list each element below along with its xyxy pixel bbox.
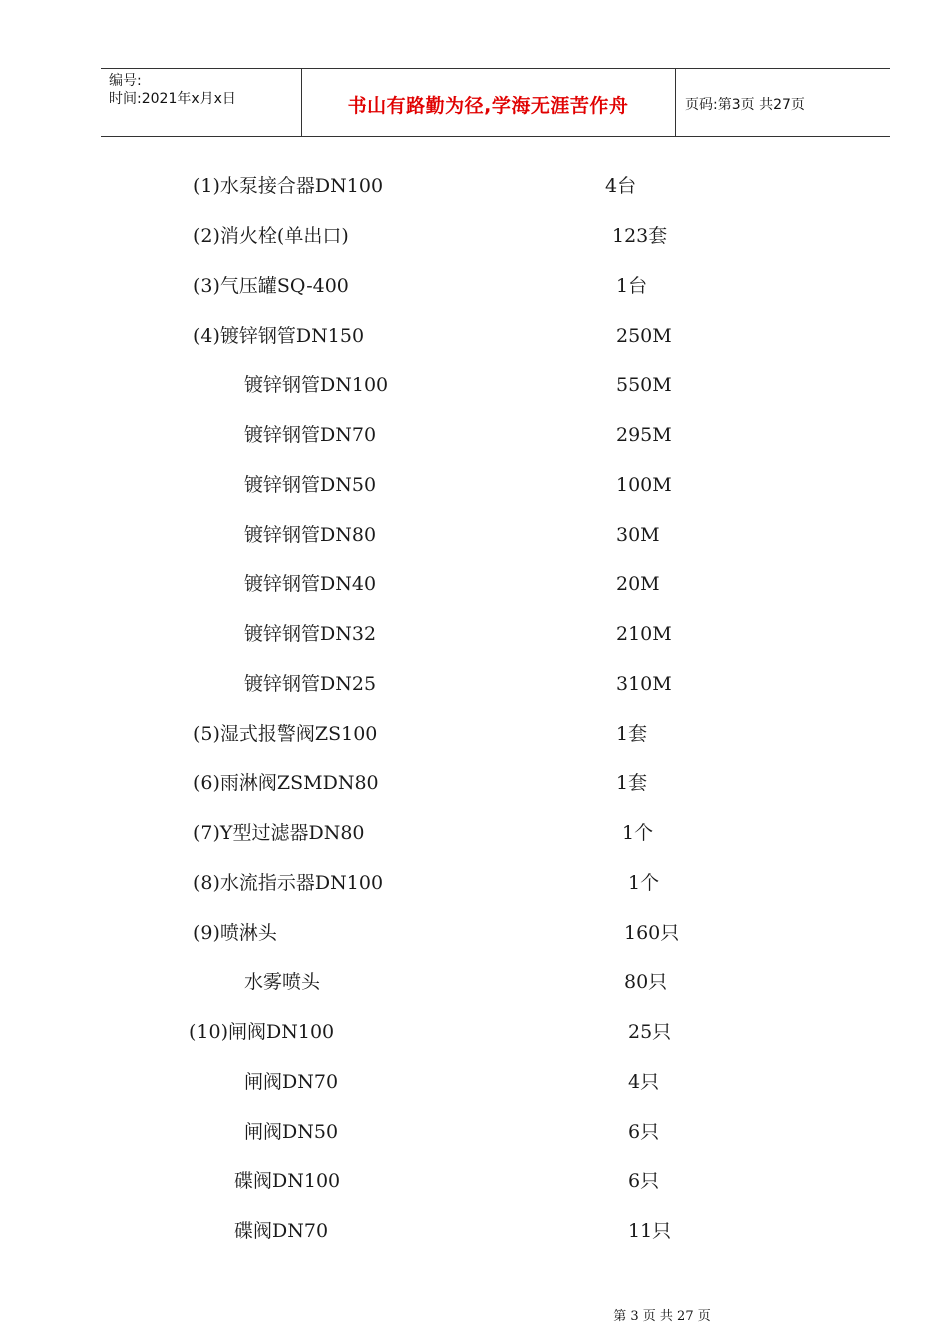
list-item-quantity: 30M: [616, 524, 660, 546]
header-motto: 书山有路勤为径,学海无涯苦作舟: [347, 95, 629, 117]
list-item-name: (4)镀锌钢管DN150: [193, 325, 365, 347]
list-item-quantity: 550M: [616, 374, 672, 396]
list-item-name: 闸阀DN50: [244, 1121, 339, 1143]
list-item-quantity: 160只: [624, 922, 680, 944]
list-item-quantity: 6只: [628, 1170, 660, 1192]
list-item-quantity: 20M: [616, 573, 660, 595]
list-item-name: 水雾喷头: [244, 971, 321, 993]
footer-page-number: 第 3 页 共 27 页: [613, 1309, 711, 1324]
list-item-name: (5)湿式报警阀ZS100: [193, 723, 378, 745]
list-item-quantity: 295M: [616, 424, 672, 446]
list-item-name: (1)水泵接合器DN100: [193, 175, 384, 197]
page-footer: [0, 1305, 950, 1324]
list-item-quantity: 4台: [605, 175, 637, 197]
list-item-quantity: 1套: [616, 723, 648, 745]
list-item-name: 闸阀DN70: [244, 1071, 339, 1093]
document-number-label: 编号:: [109, 73, 142, 89]
list-item-quantity: 1台: [616, 275, 648, 297]
list-item-quantity: 25只: [628, 1021, 672, 1043]
list-item-quantity: 310M: [616, 673, 672, 695]
list-item-quantity: 250M: [616, 325, 672, 347]
list-item-quantity: 210M: [616, 623, 672, 645]
list-item-name: 镀锌钢管DN25: [244, 673, 377, 695]
list-item-quantity: 11只: [628, 1220, 672, 1242]
list-item-name: (7)Y型过滤器DN80: [193, 822, 365, 844]
list-item-name: 镀锌钢管DN70: [244, 424, 377, 446]
list-item-quantity: 1个: [628, 872, 660, 894]
list-item-name: (3)气压罐SQ-400: [193, 275, 349, 297]
list-item-quantity: 1个: [622, 822, 654, 844]
list-item-name: (8)水流指示器DN100: [193, 872, 384, 894]
list-item-name: (10)闸阀DN100: [189, 1021, 335, 1043]
list-item-name: (6)雨淋阀ZSMDN80: [193, 772, 379, 794]
list-item-name: 镀锌钢管DN80: [244, 524, 377, 546]
header-page-info: 页码:第3页 共27页: [685, 97, 805, 113]
list-item-quantity: 1套: [616, 772, 648, 794]
list-item-name: 镀锌钢管DN32: [244, 623, 377, 645]
list-item-quantity: 80只: [624, 971, 668, 993]
list-item-name: 碟阀DN70: [234, 1220, 329, 1242]
list-item-name: (2)消火栓(单出口): [193, 225, 349, 247]
list-item-name: (9)喷淋头: [193, 922, 277, 944]
list-item-name: 镀锌钢管DN40: [244, 573, 377, 595]
list-item-quantity: 6只: [628, 1121, 660, 1143]
document-time-label: 时间:2021年x月x日: [109, 91, 236, 107]
list-item-name: 碟阀DN100: [234, 1170, 341, 1192]
list-item-name: 镀锌钢管DN100: [244, 374, 389, 396]
list-item-quantity: 100M: [616, 474, 672, 496]
list-item-name: 镀锌钢管DN50: [244, 474, 377, 496]
list-item-quantity: 4只: [628, 1071, 660, 1093]
list-item-quantity: 123套: [612, 225, 668, 247]
